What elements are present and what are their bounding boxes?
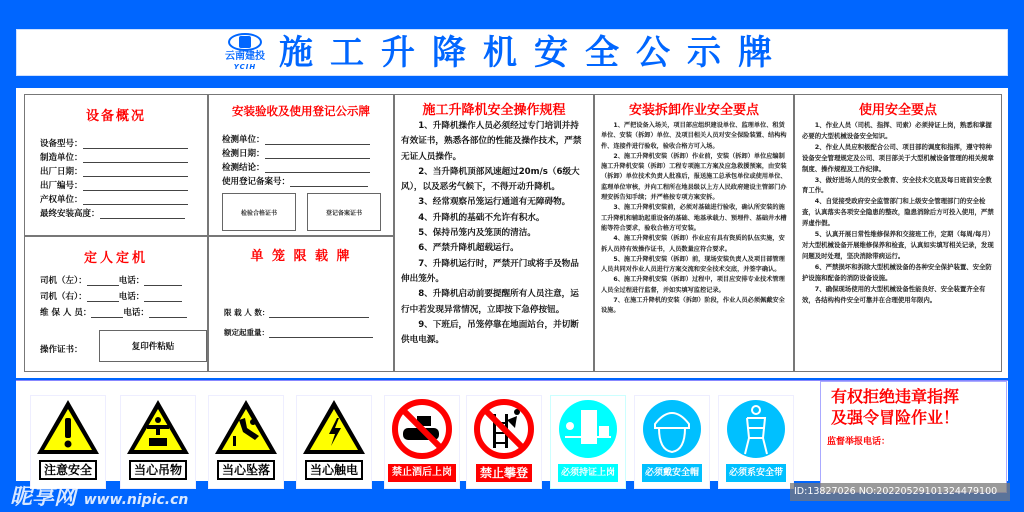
watermark-url: www.nipic.cn [83,492,189,508]
falling-person-icon [213,398,279,456]
field-inspection-result: 检测结论： [222,161,370,173]
content-panel [16,88,1008,378]
installation-safety-section [594,94,794,372]
report-hotline-label: 监督举报电话： [827,437,891,447]
installation-item: 1、严把设备入场关，项目部应组织建设单位、监理单位、租赁单位、安装（拆卸）单位、及项目相关人员对安全保险装置、结构构件、连接件进行验收，验收合格方可入场。 [601,122,787,150]
rule-item: 9、下班后，吊笼停靠在地面站台，并切断供电电源。 [401,319,579,346]
acceptance-registration-title: 安装验收及使用登记公示牌 [232,104,370,118]
field-manufacture-date: 出厂日期： [40,165,188,177]
fixed-personnel-section [24,236,208,372]
usage-item: 3、做好进场人员的安全教育、安全技术交底及每日班前安全教育工作。 [802,175,992,195]
page-title: 施工升降机安全公示牌 [279,33,789,73]
field-owner: 产权单位： [40,193,188,205]
sign-certified-only [550,395,626,489]
no-climbing-icon [473,398,535,460]
report-slogan-line2: 及强令冒险作业！ [831,408,960,427]
inspection-certificate-box: 检验合格证书 [222,193,296,231]
sign-label: 必须戴安全帽 [642,464,702,482]
load-limit-title: 单 笼 限 载 牌 [250,249,352,264]
usage-safety-title: 使用安全要点 [858,103,937,118]
sign-label: 禁止酒后上岗 [388,464,456,482]
rule-item: 3、经常观察吊笼运行通道有无障碍物。 [418,197,571,208]
watermark-id-bar: ID:13827026 NO:20220529101324479100 [790,483,1010,501]
usage-item: 4、自觉接受政府安全监管部门和上级安全管理部门的安全检查，认真落实各项安全隐患的整改，隐患消除后方可投入使用，严禁弄虚作假。 [802,197,994,228]
sign-label: 当心坠落 [217,460,275,480]
sign-electric-shock [296,395,372,489]
sign-label: 必须持证上岗 [558,464,618,482]
sign-wear-harness [718,395,794,489]
cert-label: 操作证书： [40,345,83,355]
certificate-icon [557,398,619,460]
logo-emblem-icon [228,33,262,51]
installation-item: 4、施工升降机安装（拆卸）作业应有具有资质的队伍实施，安拆人员持有效操作证书，人员数量应符合要求。 [601,235,785,253]
field-max-persons: 限 载 人 数： [224,307,369,318]
installation-safety-title: 安装拆卸作业安全要点 [628,103,759,118]
equipment-overview-title: 设备概况 [85,109,146,124]
field-rated-load: 额定起重量： [224,327,373,338]
sign-label: 注意安全 [39,460,97,480]
sign-wear-helmet [634,395,710,489]
acceptance-registration-section [208,94,394,236]
field-final-height: 最终安装高度： [40,207,185,219]
rule-item: 4、升降机的基础不允许有积水。 [418,212,545,223]
no-drinking-icon [391,398,453,460]
usage-item: 2、作业人员应积极配合公司、项目部的调度和指挥，遵守特种设备安全管理规定及公司、项目部关于大型机械设备管理的相关规章制度、操作规程及工作纪律。 [802,142,994,173]
sign-label: 当心触电 [305,460,363,480]
helmet-icon [641,398,703,460]
title-bar [16,29,1008,76]
sign-label: 当心吊物 [129,460,187,480]
installation-item: 7、在施工升降机的安装（拆卸）阶段，作业人员必须佩戴安全设施。 [601,297,785,315]
rule-item: 7、升降机运行时，严禁开门或将手及物品伸出笼外。 [401,258,579,284]
hanging-load-icon [125,398,191,456]
installation-item: 2、施工升降机安装（拆卸）作业前，安装（拆卸）单位应编制施工升降机安装（拆卸）工程专项施工方案及应急救援预案，由安装（拆卸）单位技术负责人批准后，报送施工总承包单位或使用单位、监理单位审核，并向工程所在地县级以上方人民政府建设主管部门办理安拆告知手续；并严格按专项方案安拆。 [601,152,787,202]
logo-en-text: YCIH [233,63,257,71]
rule-item: 2、当升降机顶部风速超过20m/s（6级大风），以及恶劣气候下，不得开动升降机。 [401,166,580,193]
exclamation-icon [35,398,101,456]
load-limit-section [208,236,394,372]
field-serial-number: 出厂编号： [40,179,188,191]
field-inspection-unit: 检测单位： [222,133,370,145]
fixed-personnel-title: 定人定机 [83,251,148,266]
sign-hanging-load [120,395,196,489]
rule-item: 6、严禁升降机超载运行。 [418,243,519,254]
electric-shock-icon [301,398,367,456]
driver-left-row: 司机（左）： 电话： [40,274,182,286]
usage-item: 6、严禁损坏和拆除大型机械设备的各种安全保护装置、安全防护设施和配备的消防设备设施。 [802,262,992,282]
sign-label: 必须系安全带 [726,464,786,482]
field-manufacturer: 制造单位： [40,151,188,163]
rule-item: 8、升降机启动前要提醒所有人员注意，运行中若发现异常情况，立即按下急停按钮。 [401,289,579,315]
rule-item: 5、保持吊笼内及笼顶的清洁。 [418,228,536,239]
watermark-brand-text: 昵享网 [10,485,77,510]
installation-item: 3、施工升降机安装前，必须对基础进行验收，确认所安装的施工升降机和辅助起重设备的基础、地基承载力、预埋件、基础井水槽能等符合要求，验收合格方可安装。 [601,204,787,232]
usage-item: 1、作业人员（司机、指挥、司索）必须持证上岗，熟悉和掌握必要的大型机械设备安全知识。 [802,121,992,140]
cert-copy-box: 复印件粘贴 [99,330,207,362]
field-registration-number: 使用登记备案号： [222,175,368,187]
safety-harness-icon [725,398,787,460]
driver-right-row: 司机（右）： 电话： [40,290,182,302]
operation-rules-title: 施工升降机安全操作规程 [422,103,566,118]
usage-safety-section [794,94,1002,372]
field-inspection-date: 检测日期： [222,147,370,159]
report-box [820,381,1007,493]
sign-no-drinking [384,395,460,489]
report-slogan-line1: 有权拒绝违章指挥 [831,387,960,406]
installation-item: 6、施工升降机安装（拆卸）过程中，项目应安排专业技术管理人员全过程进行监督，并如实填写监控记录。 [601,276,785,294]
sign-label: 禁止攀登 [476,464,532,482]
watermark-brand [10,480,188,511]
usage-item: 5、认真开展日常性维修保养和交接班工作，定期（每周/每月）对大型机械设备开展维修保养和检查，认真如实填写相关记录，发现问题及时处理，坚决消除带病运行。 [802,230,994,260]
rule-item: 1、升降机操作人员必须经过专门培训并持有效证书，熟悉各部位的性能及操作技术，严禁无证人员操作。 [401,121,582,162]
usage-item: 7、确保现场使用的大型机械设备性能良好、安全装置齐全有效，各结构构件安全可靠并在合理使用年限内。 [802,284,986,304]
operation-rules-section [394,94,594,372]
registration-certificate-box: 登记备案证书 [307,193,381,231]
sign-falling [208,395,284,489]
installation-item: 5、施工升降机安装（拆卸）前，现场安装负责人及项目部管理人员共同对作业人员进行方案交流和安全技术交底，并签字确认。 [601,255,785,274]
maintenance-row: 维 保 人 员： 电话： [40,306,187,318]
field-model: 设备型号： [40,137,188,149]
equipment-overview-section [24,94,208,236]
sign-caution [30,395,106,489]
logo-cn-text: 云南建投 [225,51,265,62]
company-logo [209,33,281,73]
sign-no-climbing [466,395,542,489]
